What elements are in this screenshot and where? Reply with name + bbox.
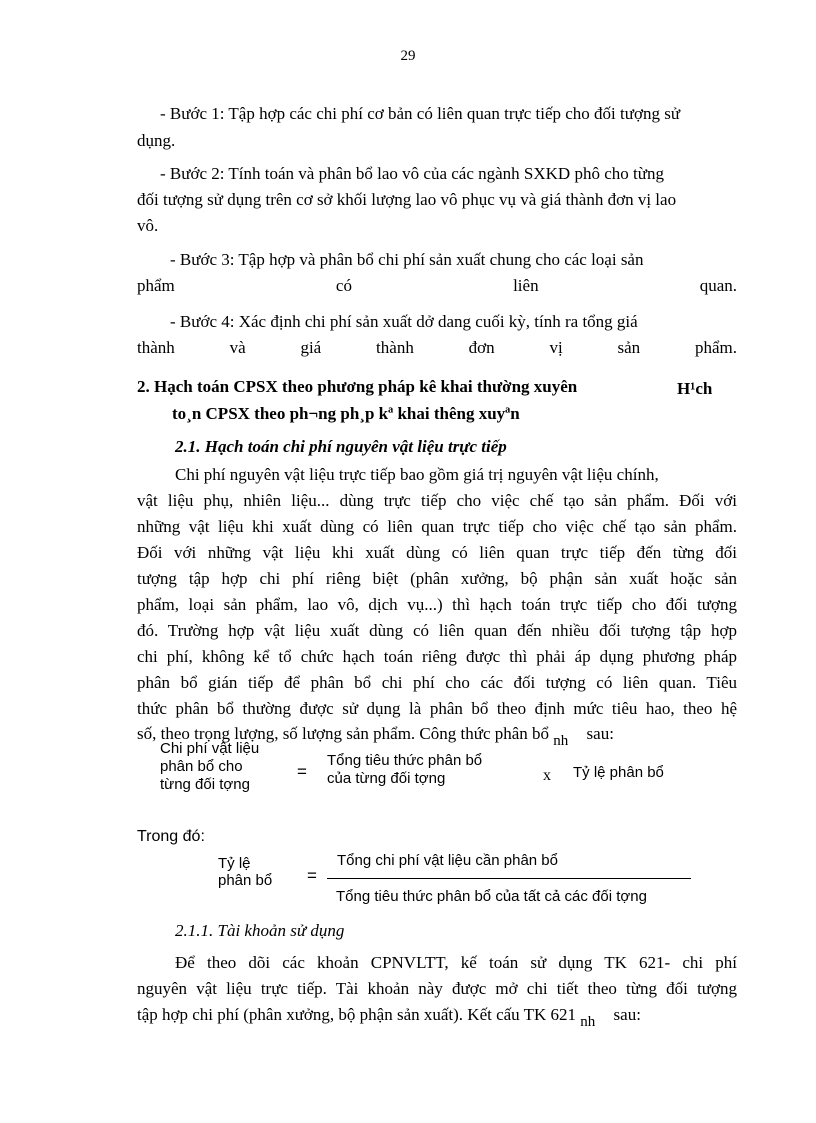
para2-line-3-end: sau:	[613, 1005, 641, 1024]
para1-line-1: Chi phí nguyên vật liệu trực tiếp bao gồm giá trị nguyên vật liệu chính,	[175, 465, 659, 484]
section-heading-2: 2. Hạch toán CPSX theo phương pháp kê khai thường xuyên	[137, 377, 578, 396]
formula2-lhs-1: Tỷ lệ	[218, 855, 251, 872]
step-1-line-1: - Bước 1: Tập hợp các chi phí cơ bản có liên quan trực tiếp cho đối tượng sử	[160, 104, 681, 123]
para1-line-5: tượng tập hợp chi phí riêng biệt (phân xưởng, bộ phận sản xuất hoặc sản	[137, 569, 737, 588]
step-2-line-3: vô.	[137, 216, 159, 235]
formula1-equals: =	[297, 762, 307, 781]
subsection-heading-2-1: 2.1. Hạch toán chi phí nguyên vật liệu trực tiếp	[175, 437, 507, 456]
formula1-rhs: Tỷ lệ phân bổ	[573, 764, 664, 781]
para1-line-11-end: sau:	[586, 724, 614, 743]
para2-line-3-sub: nh	[580, 1014, 596, 1030]
formula2-fraction-bar	[327, 878, 691, 879]
formula2-denominator: Tổng tiêu thức phân bổ của tất cả các đối tợng	[336, 888, 647, 905]
page-number: 29	[400, 48, 416, 64]
step-4-line-2: thành và giá thành đơn vị sản phẩm.	[137, 338, 737, 357]
formula1-lhs-2: phân bổ cho	[160, 758, 243, 775]
step-3-line-2: phẩm có liên quan.	[137, 276, 737, 295]
formula2-numerator: Tổng chi phí vật liệu cần phân bổ	[337, 852, 558, 869]
para2-line-3-text: tập hợp chi phí (phân xưởng, bộ phận sản xuất). Kết cấu TK 621	[137, 1005, 577, 1024]
step-4-line-1: - Bước 4: Xác định chi phí sản xuất dở dang cuối kỳ, tính ra tổng giá	[170, 312, 638, 331]
formula1-mid-2: của từng đối tợng	[327, 770, 446, 787]
para1-line-4: Đối với những vật liệu khi xuất dùng có liên quan trực tiếp đến từng đối	[137, 543, 737, 562]
para2-line-1: Để theo dõi các khoản CPNVLTT, kế toán sử dụng TK 621- chi phí	[175, 953, 737, 972]
para1-line-11-sub: nh	[553, 733, 569, 749]
para1-line-7: đó. Trường hợp vật liệu xuất dùng có liên quan đến nhiều đối tượng tập hợp	[137, 621, 737, 640]
para2-line-3	[137, 1005, 641, 1030]
step-3-line-1: - Bước 3: Tập hợp và phân bổ chi phí sản xuất chung cho các loại sản	[170, 250, 644, 269]
formula1-lhs-3: từng đối tợng	[160, 776, 250, 793]
para1-line-8: chi phí, không kể tổ chức hạch toán riêng được thì phải áp dụng phương pháp	[137, 647, 737, 666]
para1-line-10: thức phân bổ thường được sử dụng là phân bổ theo định mức tiêu hao, theo hệ	[137, 699, 737, 718]
para1-line-6: phẩm, loại sản phẩm, lao vô, dịch vụ...) thì hạch toán trực tiếp cho đối tượng	[137, 595, 737, 614]
formula1-lhs-1: Chi phí vật liệu	[160, 740, 260, 757]
formula2-lhs-2: phân bổ	[218, 872, 273, 889]
para1-line-11-text: số, theo trọng lượng, số lượng sản phẩm. Công thức phân bổ	[137, 724, 550, 743]
para1-line-2: vật liệu phụ, nhiên liệu... dùng trực tiếp cho việc chế tạo sản phẩm. Đối với	[137, 491, 737, 510]
section-heading-2-garbled-a: H¹ch	[677, 379, 713, 398]
para1-line-9: phân bổ gián tiếp để phân bổ chi phí cho các đối tượng có liên quan. Tiêu	[137, 673, 737, 692]
step-1-line-2: dụng.	[137, 131, 176, 150]
para1-line-3: những vật liệu khi xuất dùng có liên quan trực tiếp cho việc chế tạo sản phẩm.	[137, 517, 737, 536]
formula1-times: x	[543, 767, 551, 784]
step-2-line-1: - Bước 2: Tính toán và phân bổ lao vô của các ngành SXKD phô cho từng	[160, 164, 664, 183]
formula2-equals: =	[307, 866, 317, 885]
subsection-heading-2-1-1: 2.1.1. Tài khoản sử dụng	[175, 921, 345, 940]
section-heading-2-garbled-b: to¸n CPSX theo ph¬ng ph¸p kª khai thêng xuyªn	[172, 404, 520, 423]
formula1-mid-1: Tổng tiêu thức phân bổ	[327, 752, 483, 769]
step-2-line-2: đối tượng sử dụng trên cơ sở khối lượng lao vô phục vụ và giá thành đơn vị lao	[137, 190, 677, 209]
para2-line-2: nguyên vật liệu trực tiếp. Tài khoản này được mở chi tiết theo từng đối tượng	[137, 979, 737, 998]
trong-do-label: Trong đó:	[137, 828, 205, 845]
